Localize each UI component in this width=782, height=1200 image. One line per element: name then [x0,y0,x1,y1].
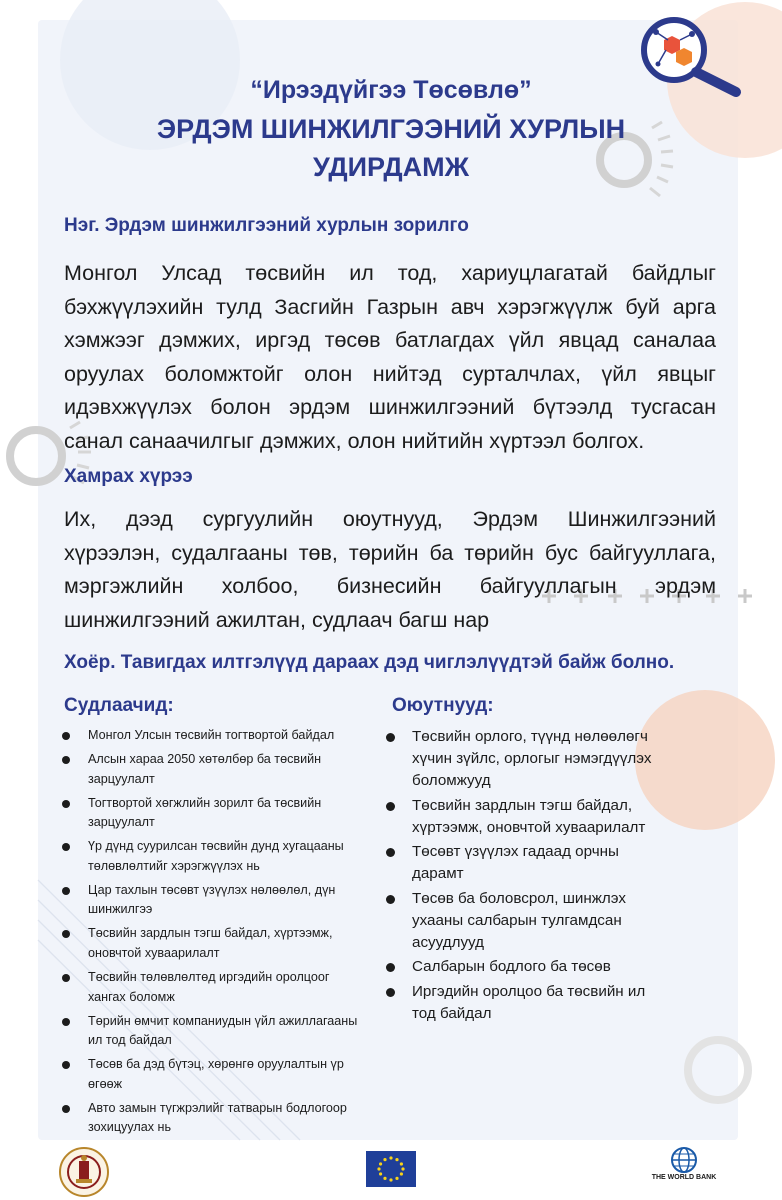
list-item: Төсөв ба дэд бүтэц, хөрөнгө оруулалтын үр өгөөж [60,1055,360,1094]
section2-heading: Хамрах хүрээ [64,466,193,487]
eu-flag-icon [366,1151,416,1187]
list-item: Төсвийн төлөвлөлтөд иргэдийн оролцоог хангах боломж [60,968,360,1007]
bullet-icon [386,733,395,742]
section1-paragraph [64,257,716,458]
bullet-icon [62,756,70,764]
list-item: Төсвийн зардлын тэгш байдал, хүртээмж, оновчтой хуваарилалт [60,924,360,963]
list-item: Цар тахлын төсөвт үзүүлэх нөлөөлөл, дүн шинжилгээ [60,881,360,920]
section1-line: санал санаачилгыг дэмжих, олон нийтийн хүртээл болгох. [64,428,645,453]
section3-heading: Хоёр. Тавигдах илтгэлүүд дараах дэд чиглэлүүдтэй байж болно. [64,652,675,673]
bullet-icon [62,800,70,808]
bullet-icon [386,802,395,811]
section1-line: хэмжээг дэмжих, иргэд төсөв батлагдах үйл явцад саналаа [64,328,716,352]
section2-paragraph [64,503,716,637]
list-item: Авто замын түгжрэлийг татварын бодлогоор зохицуулах нь [60,1099,360,1138]
bullet-icon [62,974,70,982]
section1-heading: Нэг. Эрдэм шинжилгээний хурлын зорилго [64,215,469,236]
bullet-icon [62,843,70,851]
students-list [384,726,666,1027]
bullet-icon [386,895,395,904]
list-item: Тогтвортой хөгжлийн зорилт ба төсвийн зарцуулалт [60,794,360,833]
bullet-icon [62,732,70,740]
researchers-heading: Судлаачид: [64,695,174,716]
list-item: Төсөв ба боловсрол, шинжлэх ухааны салбарын тулгамдсан асуудлууд [384,888,666,954]
bullet-icon [62,887,70,895]
list-item: Төрийн өмчит компаниудын үйл ажиллагааны ил тод байдал [60,1012,360,1051]
world-bank-label: THE WORLD BANK [651,1174,717,1181]
section2-line: Их, дээд сургуулийн оюутнууд, Эрдэм Шинжилгээний [64,507,716,531]
list-item: Алсын хараа 2050 хөтөлбөр ба төсвийн зарцуулалт [60,750,360,789]
section1-line: идэвхжүүлэх болон эрдэм шинжилгээний бүтээлд тусгасан [64,395,716,419]
title-line-2: УДИРДАМЖ [312,152,469,182]
section1-line: Монгол Улсад төсвийн ил тод, хариуцлагатай байдлыг [64,261,716,285]
section2-line: шинжилгээний ажилтан, судлаач багш нар [64,607,490,632]
section2-line: мэргэжлийн холбоо, бизнесийн байгууллагын эрдэм [64,574,716,598]
list-item: Салбарын бодлого ба төсөв [384,956,666,978]
title-line-1: ЭРДЭМ ШИНЖИЛГЭЭНИЙ ХУРЛЫН [156,114,626,144]
bullet-icon [386,988,395,997]
bullet-icon [386,963,395,972]
section1-line: бэхжүүлэхийн тулд Засгийн Газрын авч хэрэгжүүлж буй арга [64,294,716,319]
list-item: Төсвийн зардлын тэгш байдал, хүртээмж, оновчтой хуваарилалт [384,795,666,839]
bullet-icon [62,1061,70,1069]
students-heading: Оюутнууд: [392,695,494,716]
section2-line: хүрээлэн, судалгааны төв, төрийн ба төрийн бус байгууллага, [64,540,716,565]
list-item: Монгол Улсын төсвийн тогтвортой байдал [60,726,360,746]
bullet-icon [62,930,70,938]
university-seal-icon [58,1146,110,1198]
bullet-icon [62,1018,70,1026]
title-slogan: “Ирээдүйгээ Төсөвлө” [250,76,532,104]
bullet-icon [386,848,395,857]
list-item: Иргэдийн оролцоо ба төсвийн ил тод байдал [384,981,666,1025]
researchers-list [60,726,360,1142]
bullet-icon [62,1105,70,1113]
list-item: Үр дүнд суурилсан төсвийн дунд хугацааны төлөвлөлтийг хэрэгжүүлэх нь [60,837,360,876]
page-title [0,110,782,186]
list-item: Төсөвт үзүүлэх гадаад орчны дарамт [384,841,666,885]
list-item: Төсвийн орлого, түүнд нөлөөлөгч хүчин зүйлс, орлогыг нэмэгдүүлэх боломжууд [384,726,666,792]
world-bank-globe-icon [670,1146,698,1174]
section1-line: оруулах боломжтойг олон нийтэд сурталчлах, үйл явцыг [64,361,716,386]
